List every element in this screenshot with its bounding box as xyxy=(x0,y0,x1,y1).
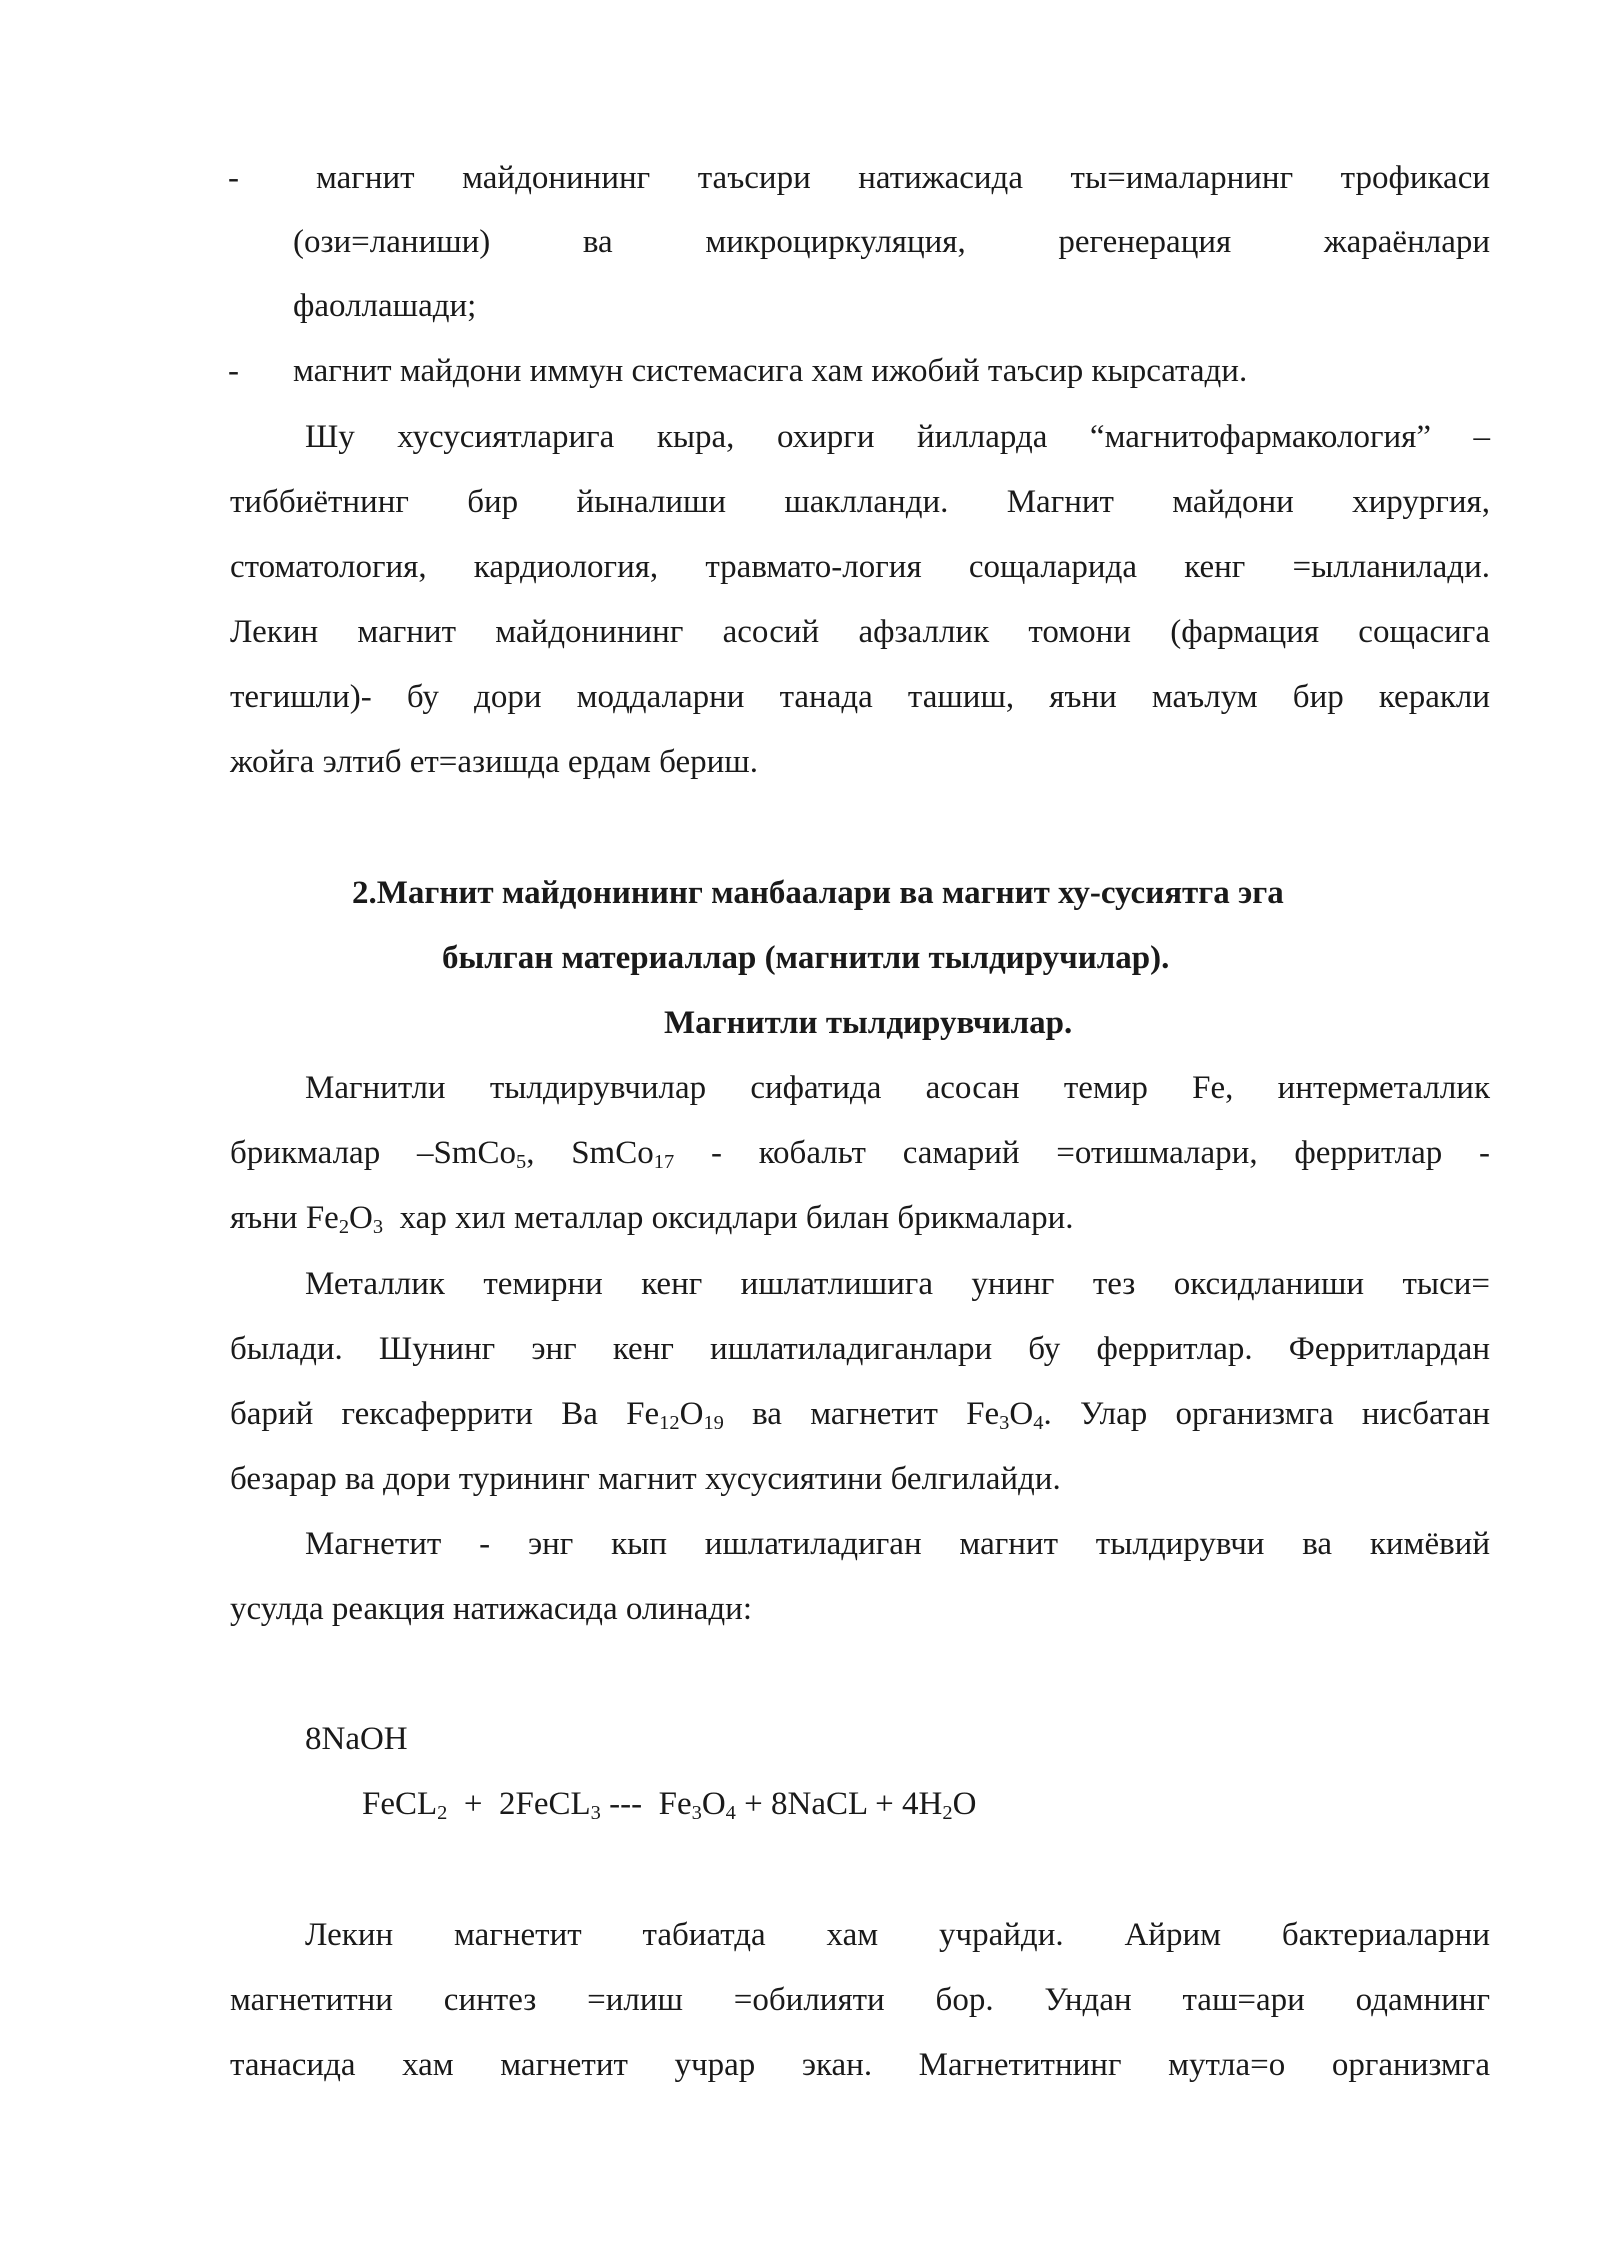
para3-line-2: былади. Шунинг энг кенг ишлатиладиганлари бу ферритлар. Ферритлардан xyxy=(230,1331,1490,1367)
para3-line-1: Металлик темирни кенг ишлатлишига унинг тез оксидланиши тыси= xyxy=(305,1266,1490,1302)
para1-line-2: тиббиётнинг бир йыналиши шаклланди. Магнит майдони хирургия, xyxy=(230,484,1490,520)
section-heading-line-1: 2.Магнит майдонининг манбаалари ва магнит ху-сусиятга эга xyxy=(352,875,1284,911)
para4-line-1: Магнетит - энг кып ишлатиладиган магнит тылдирувчи ва кимёвий xyxy=(305,1526,1490,1562)
equation-catalyst: 8NaOH xyxy=(305,1721,408,1757)
bullet-2-line-1: магнит майдони иммун системасига хам ижобий таъсир кырсатади. xyxy=(293,353,1248,389)
para1-line-1: Шу хусусиятларига кыра, охирги йилларда “магнитофармакология” – xyxy=(305,419,1490,455)
bullet-dash-2: - xyxy=(228,353,239,389)
para1-line-4: Лекин магнит майдонининг асосий афзаллик томони (фармация сощасига xyxy=(230,614,1490,650)
para2-line-2: брикмалар –SmCo$_5$, SmCo$_{17}$ - кобальт самарий =отишмалари, ферритлар - xyxy=(230,1135,1490,1173)
equation: FeCL$_2$ + 2FeCL$_3$ --- $Fe_3O_4$ + 8NaCL + $4H_2O$ xyxy=(362,1786,977,1824)
bullet-1-line-3: фаоллашади; xyxy=(293,288,477,324)
para5-line-2: магнетитни синтез =илиш =обилияти бор. Ундан таш=ари одамнинг xyxy=(230,1982,1490,2018)
para2-line-1: Магнитли тылдирувчилар сифатида асосан темир Fe, интерметаллик xyxy=(305,1070,1490,1106)
subsection-heading: Магнитли тылдирувчилар. xyxy=(664,1005,1073,1041)
para5-line-3: танасида хам магнетит учрар экан. Магнетитнинг мутла=о организмга xyxy=(230,2047,1490,2083)
section-heading-line-2: былган материаллар (магнитли тылдиручилар). xyxy=(442,940,1170,976)
para3-line-3: барий гексаферрити Ва $Fe_{12}O_{19}$ ва магнетит $Fe_3O_4$. Улар организмга нисбатан xyxy=(230,1396,1491,1434)
bullet-dash-1: - xyxy=(228,160,239,196)
para1-line-3: стоматология, кардиология, травмато-логия сощаларида кенг =ылланилади. xyxy=(230,549,1490,585)
para3-line-4: безарар ва дори турининг магнит хусусиятини белгилайди. xyxy=(230,1461,1061,1497)
para2-line-3: яъни $Fe_2O_3$ хар хил металлар оксидлари билан брикмалари. xyxy=(230,1200,1074,1238)
para5-line-1: Лекин магнетит табиатда хам учрайди. Айрим бактериаларни xyxy=(305,1917,1490,1953)
para1-line-6: жойга элтиб ет=азишда ердам бериш. xyxy=(230,744,758,780)
bullet-1-line-2: (ози=ланиши) ва микроциркуляция, регенерация жараёнлари xyxy=(293,224,1490,260)
para1-line-5: тегишли)- бу дори моддаларни танада ташиш, яъни маълум бир керакли xyxy=(230,679,1490,715)
para4-line-2: усулда реакция натижасида олинади: xyxy=(230,1591,752,1627)
bullet-1-line-1: магнит майдонининг таъсири натижасида ты=ималарнинг трофикаси xyxy=(316,160,1490,196)
